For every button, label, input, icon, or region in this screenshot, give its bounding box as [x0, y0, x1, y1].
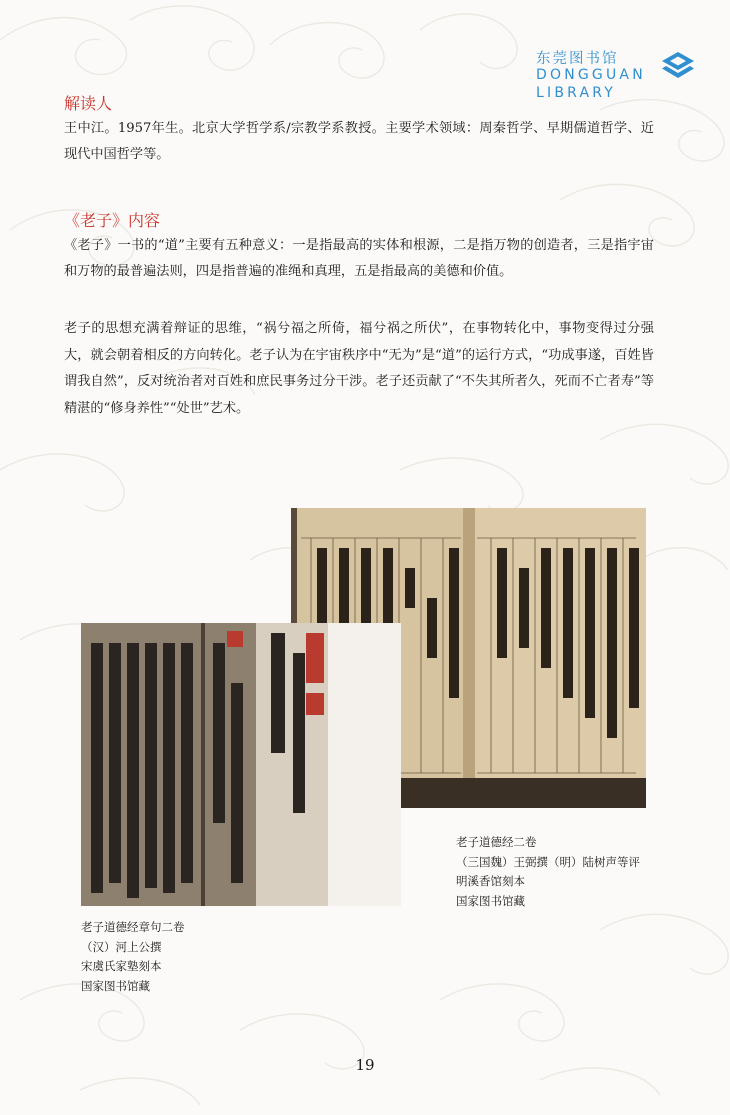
- caption-line: 老子道德经二卷: [456, 835, 537, 849]
- book-photo-laozi-heshanggong: [81, 623, 401, 906]
- caption-line: （三国魏）王弼撰（明）陆树声等评: [456, 854, 640, 869]
- library-logo-icon: [661, 51, 695, 83]
- caption-line: 宋虞氏家塾刻本: [81, 959, 162, 973]
- caption-line: 国家图书馆藏: [81, 978, 150, 993]
- caption-line: （汉）河上公撰: [81, 939, 162, 954]
- caption-line: 老子道德经章句二卷: [81, 920, 185, 934]
- logo-name-en-line1: DONGGUAN: [536, 67, 646, 83]
- content-paragraph-2: 老子的思想充满着辩证的思维，“祸兮福之所倚，福兮祸之所伏”，在事物转化中，事物变得过分强大，就会朝着相反的方向转化。老子认为在宇宙秩序中“无为”是“道”的运行方式，“功成事遂，百姓皆谓我自然”，反对统治者对百姓和庶民事务过分干涉。老子还贡献了“不失其所者久，死而不亡者寿”等精湛的“修身养性”“处世”艺术。: [64, 321, 654, 416]
- interpreter-heading: 解读人: [64, 94, 113, 113]
- page-number: 19: [355, 1056, 375, 1074]
- caption-laozi-wangbi: [456, 833, 640, 911]
- interpreter-text: 王中江。1957年生。北京大学哲学系/宗教学系教授。主要学术领域：周秦哲学、早期儒道哲学、近现代中国哲学等。: [64, 121, 654, 162]
- caption-laozi-heshanggong: [81, 918, 185, 996]
- content-heading: 《老子》内容: [64, 211, 161, 230]
- caption-line: 国家图书馆藏: [456, 893, 525, 908]
- logo-name-cn: 东莞图书馆: [536, 51, 619, 67]
- caption-line: 明溪香馆刻本: [456, 874, 525, 888]
- logo-name-en-line2: LIBRARY: [536, 85, 617, 101]
- content-paragraph-1: 《老子》一书的“道”主要有五种意义：一是指最高的实体和根源，二是指万物的创造者，三是指宇宙和万物的最普遍法则，四是指普遍的准绳和真理，五是指最高的美德和价值。: [64, 238, 654, 279]
- library-logo[interactable]: [536, 47, 696, 105]
